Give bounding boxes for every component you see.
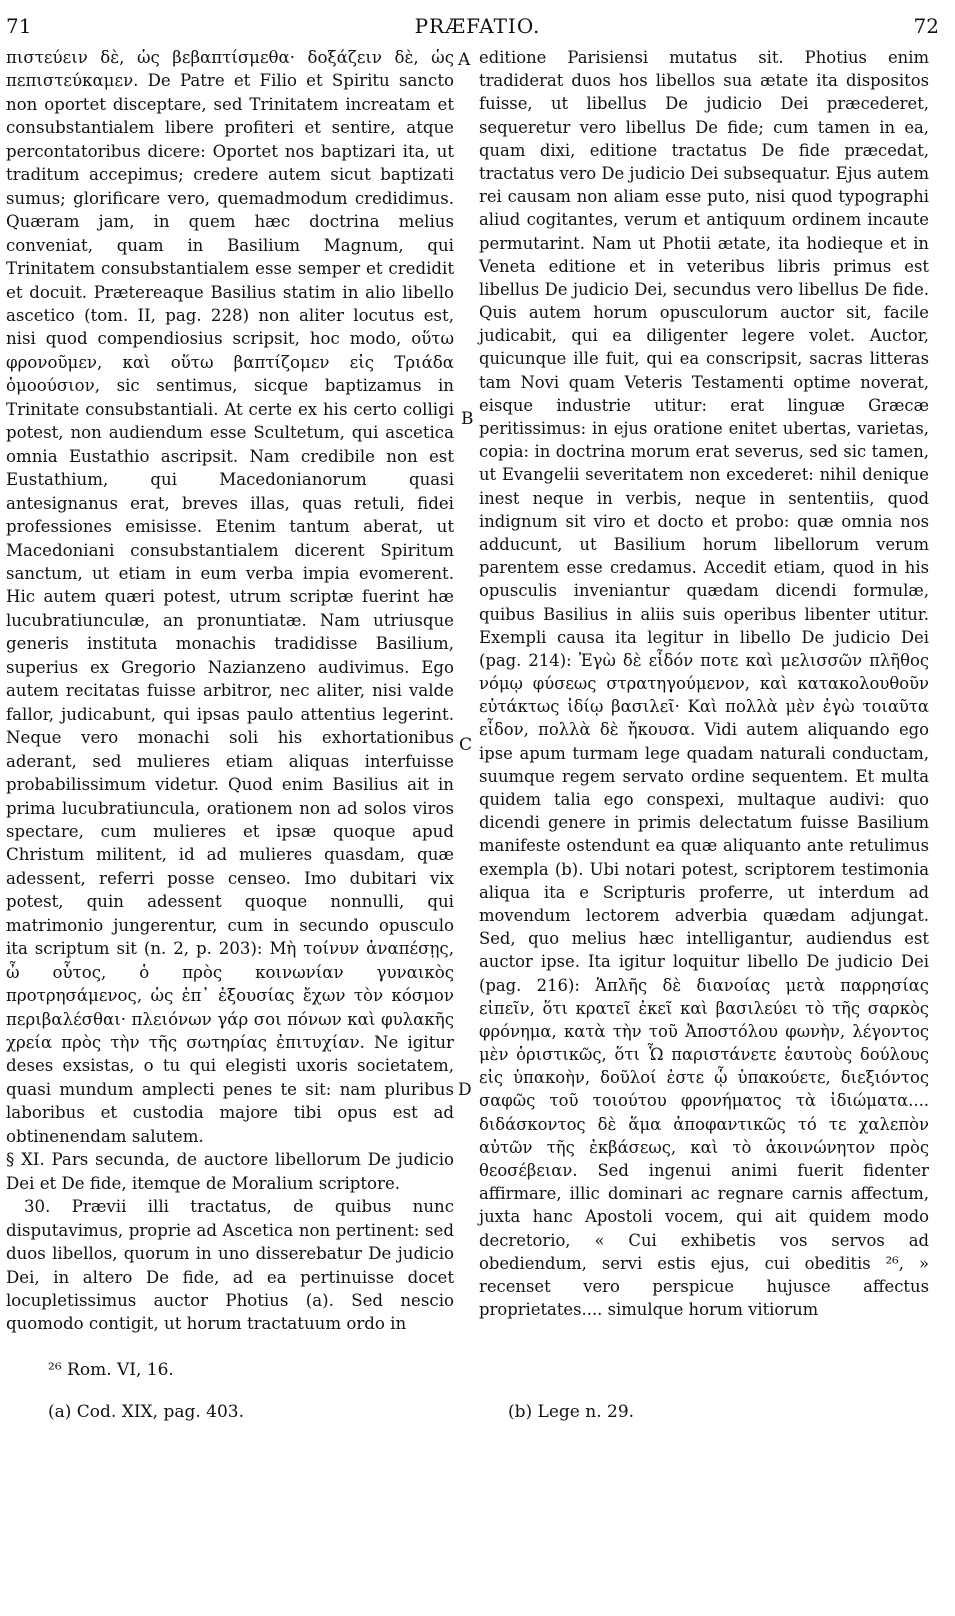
footnote-scripture: ²⁶ Rom. VI, 16. [48,1360,174,1380]
margin-marker-d: D [458,1080,472,1100]
right-page-number: 72 [913,14,939,38]
margin-marker-c: C [459,735,473,755]
left-paragraph-1: πιστεύειν δὲ, ὡς βεβαπτίσμεθα· δοξάζειν δὲ, ὡς πεπιστεύκαμεν. De Patre et Filio et Spiritu sancto non oportet disceptare, sed Trinitatem increatam et consubstantialem libere profiteri et sentire, atque percontatoribus dicere: Oportet nos baptizari ita, ut traditum accepimus; credere autem sicut baptizati sumus; glorificare vero, quemadmodum credidimus. Quæram jam, in quem hæc doctrina melius conveniat, quam in Basilium Magnum, qui Trinitatem consubstantialem esse semper et credidit et docuit. Prætereaque Basilius statim in alio libello ascetico (tom. II, pag. 228) non aliter locutus est, nisi quod compendiosius scripsit, hoc modo, οὕτω φρονοῦμεν, καὶ οὕτω βαπτίζομεν εἰς Τριάδα ὁμοούσιον, sic sentimus, sicque baptizamus in Trinitate consubstantiali. At certe ex his certo colligi potest, non audiendum esse Scultetum, qui ascetica omnia Eustathio ascripsit. Nam credibile non est Eustathium, qui Macedonianorum quasi antesignanus erat, breves illas, quas retuli, fidei professiones emisisse. Etenim tantum aberat, ut Macedoniani consubstantialem dicerent Spiritum sanctum, ut etiam in eum verba impia evomerent. Hic autem quæri potest, utrum scriptæ fuerint hæ lucubratiunculæ, an pronuntiatæ. Nam utriusque generis instituta monachis tradidisse Basilium, superius ex Gregorio Nazianzeno audivimus. Ego autem recitatas fuisse arbitror, nec aliter, nisi valde fallor, judicabunt, qui ipsas paulo attentius legerint. Neque vero monachi soli his exhortationibus aderant, sed mulieres etiam aliquas interfuisse probabilissimum videtur. Quod enim Basilius ait in prima lucubratiuncula, orationem non ad solos viros spectare, cum mulieres et ipsæ quoque apud Christum militent, id ad mulieres quasdam, quæ adessent, referri posse censeo. Imo dubitari vix potest, quin adessent quoque nonnulli, qui matrimonio jungerentur, cum in secundo opusculo ita scriptum sit (n. 2, p. 203): Μὴ τοίνυν ἀναπέσῃς, ὦ οὗτος, ὁ πρὸς κοινωνίαν γυναικὸς προτρησάμενος, ὡς ἐπ᾽ ἐξουσίας ἔχων τὸν κόσμον περιβαλέσθαι· πλειόνων γάρ σοι πόνων καὶ φυλακῆς χρεία πρὸς τὴν τῆς σωτηρίας ἐπιτυχίαν. Ne igitur deses exsistas, o tu qui elegisti uxoris societatem, quasi mundum amplecti penes te sit: nam pluribus laboribus et custodia majore tibi opus est ad obtinenendam salutem. [6,48,454,1146]
left-paragraph-2: 30. Prævii illi tractatus, de quibus nunc disputavimus, proprie ad Ascetica non pertinent: sed duos libellos, quorum in uno disserebatur De judicio Dei, in altero De fide, ad ea pertinuisse docet locupletissimus auctor Photius (a). Sed nescio quomodo contigit, ut horum tractatuum ordo in [6,1197,454,1334]
margin-marker-b: B [461,409,474,429]
left-column [6,46,454,1336]
right-paragraph-1: editione Parisiensi mutatus sit. Photius enim tradiderat duos hos libellos sua ætate ita dispositos fuisse, ut libellus De judicio Dei præcederet, sequeretur vero libellus De fide; cum tamen in ea, quam dixi, editione tractatus De fide præcedat, tractatus vero De judicio Dei subsequatur. Ejus autem rei causam non aliam esse puto, nisi quod typographi aliud cogitantes, verum et antiquum ordinem incaute permutarint. Nam ut Photii ætate, ita hodieque et in Veneta editione et in veteribus libris primus est libellus De judicio Dei, secundus vero libellus De fide. Quis autem horum opusculorum auctor sit, facile judicabit, qui ea diligenter legere volet. Auctor, quicunque ille fuit, qui ea conscripsit, sacras litteras tam Novi quam Veteris Testamenti optime noverat, eisque industrie utitur: erat linguæ Græcæ peritissimus: in ejus oratione enitet ubertas, varietas, copia: in doctrina morum erat severus, sed sic tamen, ut Evangelii severitatem non excederet: nihil denique inest neque in verbis, neque in sententiis, quod indignum sit viro et docto et probo: quæ omnia nos adducunt, ut Basilium horum libellorum verum parentem esse credamus. Accedit etiam, quod in his opusculis inveniantur quædam dicendi formulæ, quibus Basilius in aliis suis operibus libenter utitur. Exempli causa ita legitur in libello De judicio Dei (pag. 214): Ἐγὼ δὲ εἶδόν ποτε καὶ μελισσῶν πλῆθος νόμῳ φύσεως στρατηγούμενον, καὶ κατακολουθοῦν εὐτάκτως ἰδίῳ βασιλεῖ· Καὶ πολλὰ μὲν ἐγὼ τοιαῦτα εἶδον, πολλὰ δὲ ἤκουσα. Vidi autem aliquando ego ipse apum turmam lege quadam naturali conductam, suumque regem servato ordine sequentem. Et multa quidem talia ego conspexi, multaque audivi: quo dicendi genere in primis delectatum fuisse Basilium manifeste ostendunt ea quæ aliquanto ante retulimus exempla (b). Ubi notari potest, scriptorem testimonia aliqua ita e Scripturis proferre, ut interdum ad movendum lectorem adverbia quædam adjungat. Sed, quo melius hæc intelligantur, audiendus est auctor ipse. Ita igitur loquitur libello De judicio Dei (pag. 216): Ἁπλῆς δὲ διανοίας μετὰ παρρησίας εἰπεῖν, ὅτι κρατεῖ ἐκεῖ καὶ βασιλεύει τὸ τῆς σαρκὸς φρόνημα, κατὰ τὴν τοῦ Ἀποστόλου φωνὴν, λέγοντος μὲν ὁριστικῶς, ὅτι Ὧ παριστάνετε ἑαυτοὺς δούλους εἰς ὑπακοὴν, δοῦλοί ἐστε ᾧ ὑπακούετε, διεξιόντος σαφῶς τοῦ τοιούτου φρονήματος τὰ ἰδιώματα.... διδάσκοντος δὲ ἅμα ἀποφαντικῶς τό τε χαλεπὸν αὐτῶν τῆς ἐκβάσεως, καὶ τὸ ἀκοινώνητον πρὸς θεοσέβειαν. Sed ingenui animi fuerit fidenter affirmare, illic dominari ac regnare carnis affectum, juxta hanc Apostoli vocem, qui ait quidem modo decretorio, « Cui exhibetis vos servos ad obediendum, servi estis ejus, cui obeditis ²⁶, » recenset vero perspicue hujusce affectus proprietates.... simulque horum vitiorum [479,48,929,1320]
margin-marker-a: A [458,50,471,70]
right-column [479,46,929,1321]
left-page-number: 71 [6,14,32,38]
footnote-b: (b) Lege n. 29. [508,1402,635,1422]
section-heading: § XI. Pars secunda, de auctore libellorum De judicio Dei et De fide, itemque de Moralium scriptore. [6,1150,454,1193]
footnote-a: (a) Cod. XIX, pag. 403. [48,1402,245,1422]
running-title: PRÆFATIO. [414,14,541,38]
page-header [0,14,955,40]
